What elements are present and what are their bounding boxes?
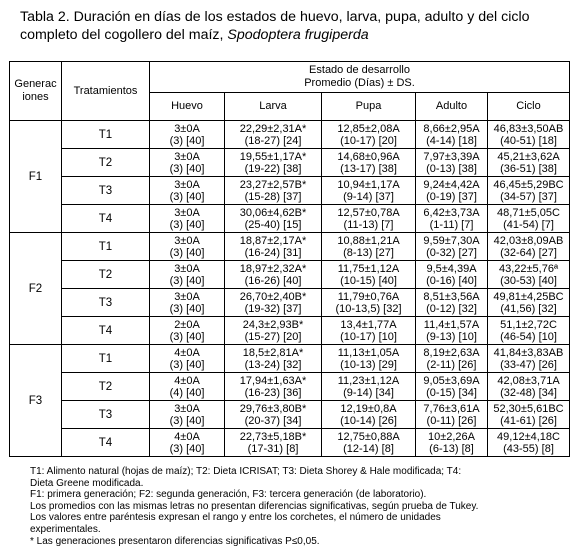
cell-mean-sd: 19,55±1,17A* xyxy=(239,150,307,163)
caption-text: Tabla 2. Duración en días de los estados de huevo, larva, pupa, adulto y del ciclo completo del cogollero del maíz, xyxy=(20,9,530,43)
cell-mean-sd: 12,85±2,08A xyxy=(337,122,400,135)
cell-larva xyxy=(225,429,322,457)
note-line: * Las generaciones presentaron diferencias significativas P≤0,05. xyxy=(30,535,320,547)
cell-range-n: (10-13,5) [32] xyxy=(335,302,402,315)
cell-range-n: (10-13) [29] xyxy=(340,358,397,371)
generation-label: F3 xyxy=(10,345,62,457)
cell-range-n: (13-24) [32] xyxy=(244,358,302,371)
cell-range-n: (25-40) [15] xyxy=(244,218,302,231)
cell-range-n: (3) [40] xyxy=(169,134,205,147)
table-notes xyxy=(30,466,570,547)
cell-mean-sd: 4±0A xyxy=(174,374,200,387)
treatment-label: T2 xyxy=(62,373,150,401)
cell-range-n: (9-14) [34] xyxy=(343,386,394,399)
table-row xyxy=(10,121,570,149)
cell-mean-sd: 9,24±4,42A xyxy=(423,178,480,191)
cell-ciclo xyxy=(488,177,570,205)
header-estado-line1: Estado de desarrollo xyxy=(309,64,410,76)
cell-ciclo xyxy=(488,429,570,457)
cell-range-n: (15-27) [20] xyxy=(244,330,302,343)
cell-mean-sd: 3±0A xyxy=(174,122,200,135)
header-generaciones-text: Generaciones xyxy=(14,78,57,103)
cell-huevo xyxy=(150,317,225,345)
cell-range-n: (4-14) [18] xyxy=(426,134,477,147)
cell-adulto xyxy=(416,401,488,429)
cell-range-n: (20-37) [34] xyxy=(244,414,302,427)
table-row xyxy=(10,401,570,429)
treatment-label: T4 xyxy=(62,205,150,233)
cell-mean-sd: 17,94±1,63A* xyxy=(239,374,307,387)
cell-ciclo xyxy=(488,401,570,429)
header-adulto: Adulto xyxy=(416,93,488,121)
cell-range-n: (10-14) [26] xyxy=(340,414,397,427)
cell-mean-sd: 12,57±0,78A xyxy=(337,206,400,219)
table-row xyxy=(10,149,570,177)
note-line: Dieta Greene modificada. xyxy=(30,477,144,489)
cell-mean-sd: 14,68±0,96A xyxy=(337,150,400,163)
cell-ciclo xyxy=(488,121,570,149)
caption-species: Spodoptera frugiperda xyxy=(227,27,369,43)
cell-mean-sd: 7,97±3,39A xyxy=(423,150,480,163)
cell-range-n: (30-53) [40] xyxy=(500,274,557,287)
treatment-label: T1 xyxy=(62,121,150,149)
cell-range-n: (3) [40] xyxy=(169,274,205,287)
cell-larva xyxy=(225,233,322,261)
cell-larva xyxy=(225,177,322,205)
cell-mean-sd: 12,75±0,88A xyxy=(337,430,400,443)
cell-pupa xyxy=(322,429,416,457)
cell-mean-sd: 11,75±1,12A xyxy=(337,262,400,275)
cell-mean-sd: 12,19±0,8A xyxy=(340,402,397,415)
cell-mean-sd: 11,23±1,12A xyxy=(337,374,400,387)
cell-mean-sd: 3±0A xyxy=(174,262,200,275)
cell-mean-sd: 41,84±3,83AB xyxy=(493,346,564,359)
treatment-label: T3 xyxy=(62,177,150,205)
cell-range-n: (0-12) [32] xyxy=(426,302,477,315)
cell-mean-sd: 30,06±4,62B* xyxy=(239,206,307,219)
cell-huevo xyxy=(150,345,225,373)
cell-range-n: (18-27) [24] xyxy=(244,134,302,147)
cell-range-n: (0-13) [38] xyxy=(426,162,477,175)
cell-range-n: (4) [40] xyxy=(169,386,205,399)
note-line: Los valores entre paréntesis expresan el rango y entre los corchetes, el número de unidades xyxy=(30,512,441,524)
note-line: experimentales. xyxy=(30,523,101,535)
cell-mean-sd: 3±0A xyxy=(174,150,200,163)
cell-huevo xyxy=(150,429,225,457)
cell-range-n: (41-61) [26] xyxy=(500,414,557,427)
cell-adulto xyxy=(416,233,488,261)
cell-huevo xyxy=(150,289,225,317)
header-pupa: Pupa xyxy=(322,93,416,121)
cell-mean-sd: 49,12±4,18C xyxy=(497,430,560,443)
table-row xyxy=(10,233,570,261)
header-ciclo: Ciclo xyxy=(488,93,570,121)
cell-range-n: (0-32) [27] xyxy=(426,246,477,259)
cell-ciclo xyxy=(488,149,570,177)
cell-range-n: (2-11) [26] xyxy=(426,358,477,371)
cell-range-n: (0-11) [26] xyxy=(426,414,477,427)
cell-range-n: (1-11) [7] xyxy=(429,218,474,231)
cell-mean-sd: 4±0A xyxy=(174,430,200,443)
cell-adulto xyxy=(416,345,488,373)
cell-range-n: (34-57) [37] xyxy=(500,190,557,203)
cell-mean-sd: 8,66±2,95A xyxy=(423,122,480,135)
table-row xyxy=(10,289,570,317)
cell-mean-sd: 11,79±0,76A xyxy=(337,290,400,303)
cell-adulto xyxy=(416,261,488,289)
cell-mean-sd: 8,51±3,56A xyxy=(423,290,480,303)
cell-larva xyxy=(225,289,322,317)
cell-adulto xyxy=(416,317,488,345)
cell-range-n: (9-13) [10] xyxy=(426,330,477,343)
cell-mean-sd: 10,88±1,21A xyxy=(337,234,400,247)
cell-huevo xyxy=(150,401,225,429)
cell-ciclo xyxy=(488,289,570,317)
cell-range-n: (32-48) [34] xyxy=(500,386,557,399)
cell-range-n: (10-17) [10] xyxy=(340,330,397,343)
cell-range-n: (3) [40] xyxy=(169,302,205,315)
cell-range-n: (46-54) [10] xyxy=(500,330,557,343)
cell-mean-sd: 48,71±5,05C xyxy=(497,206,560,219)
cell-range-n: (15-28) [37] xyxy=(244,190,302,203)
cell-range-n: (36-51) [38] xyxy=(500,162,557,175)
header-generaciones xyxy=(10,62,62,121)
cell-larva xyxy=(225,317,322,345)
cell-mean-sd: 9,59±7,30A xyxy=(423,234,480,247)
cell-pupa xyxy=(322,373,416,401)
cell-mean-sd: 2±0A xyxy=(174,318,200,331)
cell-mean-sd: 18,87±2,17A* xyxy=(239,234,307,247)
cell-mean-sd: 9,5±4,39A xyxy=(426,262,477,275)
cell-range-n: (3) [40] xyxy=(169,414,205,427)
cell-mean-sd: 42,08±3,71A xyxy=(497,374,560,387)
cell-ciclo xyxy=(488,317,570,345)
cell-mean-sd: 3±0A xyxy=(174,402,200,415)
note-line: Los promedios con las mismas letras no presentan diferencias significativas, según prueba de Tukey. xyxy=(30,500,479,512)
cell-pupa xyxy=(322,177,416,205)
cell-range-n: (16-23) [36] xyxy=(244,386,302,399)
cell-ciclo xyxy=(488,205,570,233)
cell-pupa xyxy=(322,261,416,289)
cell-ciclo xyxy=(488,233,570,261)
treatment-label: T4 xyxy=(62,429,150,457)
generation-label: F1 xyxy=(10,121,62,233)
cell-mean-sd: 42,03±8,09AB xyxy=(493,234,564,247)
cell-larva xyxy=(225,401,322,429)
cell-adulto xyxy=(416,121,488,149)
cell-larva xyxy=(225,205,322,233)
cell-mean-sd: 49,81±4,25BC xyxy=(493,290,564,303)
header-estado xyxy=(150,62,570,93)
cell-mean-sd: 46,45±5,29BC xyxy=(493,178,564,191)
header-row-1 xyxy=(10,62,570,93)
cell-range-n: (3) [40] xyxy=(169,218,205,231)
cell-pupa xyxy=(322,121,416,149)
cell-mean-sd: 11,4±1,57A xyxy=(423,318,480,331)
cell-range-n: (10-17) [20] xyxy=(340,134,397,147)
cell-pupa xyxy=(322,317,416,345)
table-row xyxy=(10,205,570,233)
cell-range-n: (43-55) [8] xyxy=(503,442,554,455)
cell-larva xyxy=(225,373,322,401)
cell-range-n: (41,56) [32] xyxy=(500,302,557,315)
cell-pupa xyxy=(322,401,416,429)
cell-larva xyxy=(225,149,322,177)
cell-range-n: (33-47) [26] xyxy=(500,358,557,371)
header-huevo: Huevo xyxy=(150,93,225,121)
table-row xyxy=(10,373,570,401)
cell-range-n: (3) [40] xyxy=(169,442,205,455)
cell-mean-sd: 45,21±3,62A xyxy=(497,150,560,163)
cell-adulto xyxy=(416,177,488,205)
cell-range-n: (3) [40] xyxy=(169,190,205,203)
cell-pupa xyxy=(322,233,416,261)
cell-adulto xyxy=(416,205,488,233)
cell-ciclo xyxy=(488,345,570,373)
cell-mean-sd: 46,83±3,50AB xyxy=(493,122,564,135)
table-caption xyxy=(20,8,565,44)
cell-larva xyxy=(225,345,322,373)
cell-mean-sd: 43,22±5,76ª xyxy=(498,262,559,275)
cell-huevo xyxy=(150,261,225,289)
header-tratamientos: Tratamientos xyxy=(62,62,150,121)
cell-adulto xyxy=(416,289,488,317)
cell-mean-sd: 22,29±2,31A* xyxy=(239,122,307,135)
cell-mean-sd: 13,4±1,77A xyxy=(340,318,397,331)
cell-huevo xyxy=(150,233,225,261)
cell-mean-sd: 3±0A xyxy=(174,290,200,303)
cell-range-n: (3) [40] xyxy=(169,246,205,259)
cell-range-n: (12-14) [8] xyxy=(343,442,394,455)
cell-range-n: (16-24) [31] xyxy=(244,246,302,259)
cell-pupa xyxy=(322,205,416,233)
table-row xyxy=(10,177,570,205)
cell-mean-sd: 10±2,26A xyxy=(427,430,476,443)
cell-mean-sd: 52,30±5,61BC xyxy=(493,402,564,415)
cell-range-n: (6-13) [8] xyxy=(429,442,474,455)
cell-range-n: (16-26) [40] xyxy=(244,274,302,287)
cell-huevo xyxy=(150,121,225,149)
treatment-label: T2 xyxy=(62,149,150,177)
cell-mean-sd: 8,19±2,63A xyxy=(423,346,480,359)
cell-mean-sd: 10,94±1,17A xyxy=(337,178,400,191)
cell-mean-sd: 7,76±3,61A xyxy=(423,402,480,415)
cell-range-n: (0-16) [40] xyxy=(426,274,477,287)
cell-range-n: (0-19) [37] xyxy=(426,190,477,203)
header-larva: Larva xyxy=(225,93,322,121)
treatment-label: T2 xyxy=(62,261,150,289)
cell-range-n: (19-22) [38] xyxy=(244,162,302,175)
cell-mean-sd: 18,5±2,81A* xyxy=(242,346,304,359)
cell-pupa xyxy=(322,289,416,317)
cell-huevo xyxy=(150,373,225,401)
cell-mean-sd: 3±0A xyxy=(174,234,200,247)
treatment-label: T4 xyxy=(62,317,150,345)
cell-range-n: (3) [40] xyxy=(169,358,205,371)
cell-adulto xyxy=(416,429,488,457)
cell-mean-sd: 6,42±3,73A xyxy=(423,206,480,219)
cell-range-n: (9-14) [37] xyxy=(343,190,394,203)
note-line: T1: Alimento natural (hojas de maíz); T2: Dieta ICRISAT; T3: Dieta Shorey & Hale modificada; T4: xyxy=(30,466,462,477)
treatment-label: T3 xyxy=(62,401,150,429)
table-row xyxy=(10,317,570,345)
cell-mean-sd: 23,27±2,57B* xyxy=(239,178,307,191)
cell-range-n: (0-15) [34] xyxy=(426,386,477,399)
cell-huevo xyxy=(150,149,225,177)
cell-range-n: (40-51) [18] xyxy=(500,134,557,147)
cell-mean-sd: 24,3±2,93B* xyxy=(242,318,304,331)
generation-label: F2 xyxy=(10,233,62,345)
note-line: F1: primera generación; F2: segunda generación, F3: tercera generación (de laboratorio). xyxy=(30,489,427,501)
cell-pupa xyxy=(322,345,416,373)
cell-mean-sd: 4±0A xyxy=(174,346,200,359)
cell-ciclo xyxy=(488,261,570,289)
cell-range-n: (11-13) [7] xyxy=(343,218,394,231)
cell-mean-sd: 29,76±3,80B* xyxy=(239,402,307,415)
cell-huevo xyxy=(150,177,225,205)
cell-range-n: (41-54) [7] xyxy=(503,218,554,231)
cell-larva xyxy=(225,261,322,289)
table-row xyxy=(10,429,570,457)
cell-range-n: (13-17) [38] xyxy=(340,162,397,175)
cell-range-n: (8-13) [27] xyxy=(343,246,394,259)
treatment-label: T1 xyxy=(62,345,150,373)
header-estado-line2: Promedio (Días) ± DS. xyxy=(304,77,415,89)
cell-mean-sd: 11,13±1,05A xyxy=(337,346,400,359)
cell-range-n: (19-32) [37] xyxy=(244,302,302,315)
data-table xyxy=(9,61,570,457)
cell-huevo xyxy=(150,205,225,233)
table-row xyxy=(10,345,570,373)
cell-mean-sd: 51,1±2,72C xyxy=(500,318,557,331)
cell-mean-sd: 22,73±5,18B* xyxy=(239,430,307,443)
cell-range-n: (32-64) [27] xyxy=(500,246,557,259)
cell-adulto xyxy=(416,149,488,177)
cell-range-n: (17-31) [8] xyxy=(247,442,299,455)
cell-range-n: (10-15) [40] xyxy=(340,274,397,287)
cell-ciclo xyxy=(488,373,570,401)
table-row xyxy=(10,261,570,289)
treatment-label: T3 xyxy=(62,289,150,317)
cell-range-n: (3) [40] xyxy=(169,330,205,343)
cell-adulto xyxy=(416,373,488,401)
cell-pupa xyxy=(322,149,416,177)
cell-mean-sd: 3±0A xyxy=(174,206,200,219)
cell-mean-sd: 26,70±2,40B* xyxy=(239,290,307,303)
cell-larva xyxy=(225,121,322,149)
treatment-label: T1 xyxy=(62,233,150,261)
cell-mean-sd: 9,05±3,69A xyxy=(423,374,480,387)
cell-range-n: (3) [40] xyxy=(169,162,205,175)
cell-mean-sd: 3±0A xyxy=(174,178,200,191)
cell-mean-sd: 18,97±2,32A* xyxy=(239,262,307,275)
